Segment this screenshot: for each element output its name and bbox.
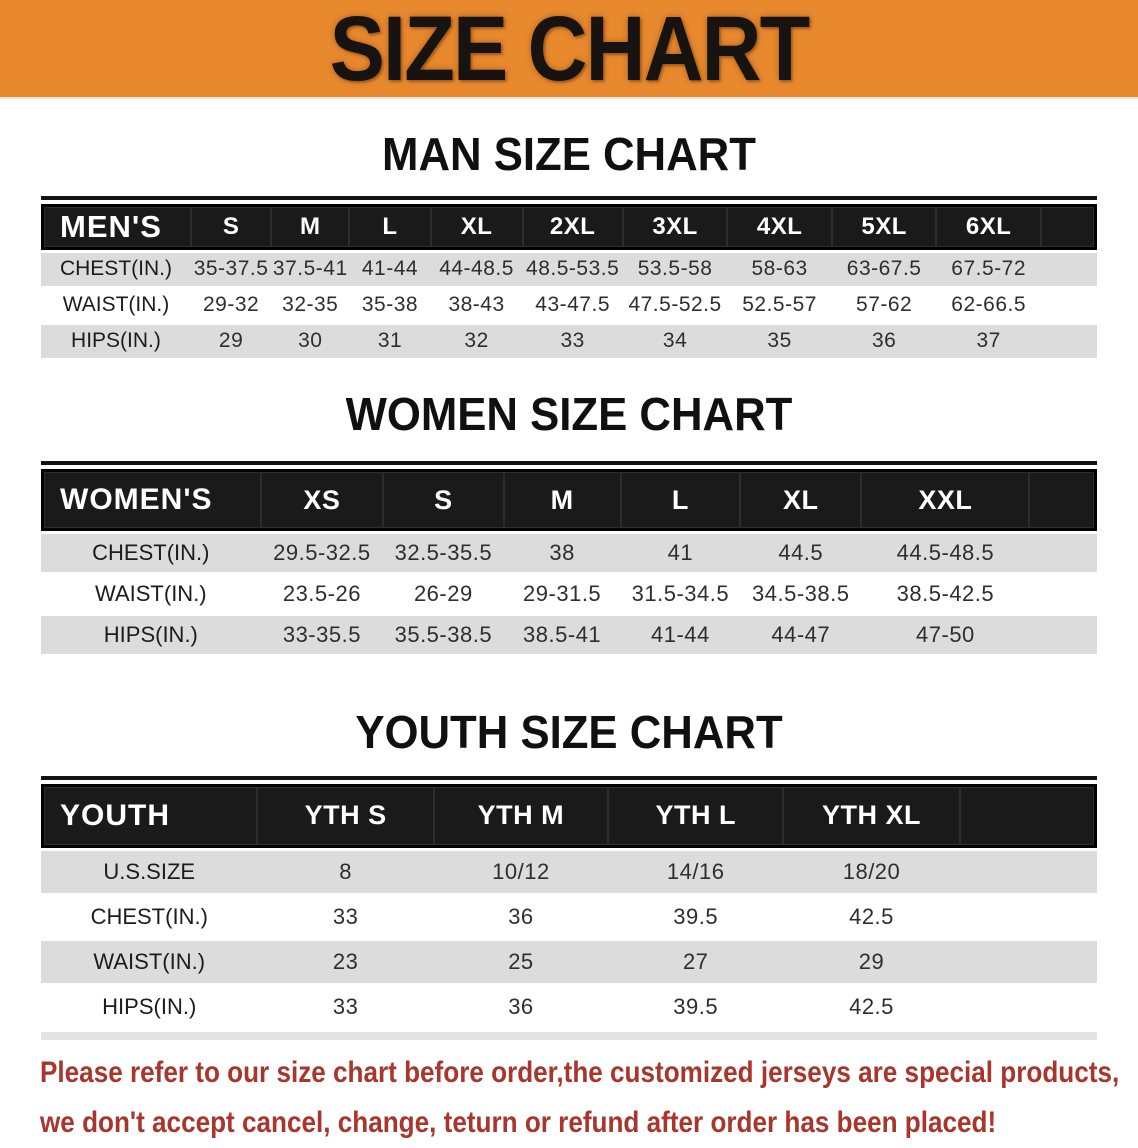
value-cell: 34.5-38.5 (740, 575, 861, 613)
value-cell: 32-35 (271, 289, 349, 322)
value-cell: 41 (621, 534, 740, 572)
value-cell: 37 (936, 325, 1041, 358)
row-label-cell: HIPS(IN.) (41, 986, 257, 1028)
size-column-header: S (191, 204, 271, 250)
size-column-header: L (349, 204, 430, 250)
value-cell: 32 (431, 325, 523, 358)
size-column-header: 4XL (727, 204, 832, 250)
table-top-rule (41, 196, 1097, 200)
value-cell: 38 (504, 534, 621, 572)
value-cell: 35.5-38.5 (383, 616, 503, 654)
value-cell: 33 (257, 986, 433, 1028)
header-spacer-cell (1029, 469, 1097, 531)
value-cell: 29-32 (191, 289, 271, 322)
banner-title: SIZE CHART (329, 0, 809, 100)
size-column-header: 3XL (623, 204, 728, 250)
value-cell: 58-63 (727, 253, 832, 286)
table-bottom-strip (41, 1032, 1097, 1040)
value-cell: 47.5-52.5 (623, 289, 728, 322)
value-cell: 39.5 (608, 986, 783, 1028)
value-cell: 32.5-35.5 (383, 534, 503, 572)
size-column-header: XS (261, 469, 383, 531)
table-row (41, 896, 1097, 938)
size-column-header: L (621, 469, 740, 531)
size-column-header: 5XL (832, 204, 937, 250)
youth-section-heading: YOUTH SIZE CHART (355, 706, 783, 759)
table-row (41, 289, 1097, 322)
size-column-header: S (383, 469, 503, 531)
table-header-row (41, 784, 1097, 848)
disclaimer-line-1: Please refer to our size chart before order,the customized jerseys are special products, (40, 1055, 1120, 1089)
table-row (41, 941, 1097, 983)
row-label-cell: HIPS(IN.) (41, 325, 191, 358)
value-cell: 42.5 (783, 896, 959, 938)
table-row (41, 253, 1097, 286)
table-top-rule (41, 461, 1097, 465)
women-section-heading: WOMEN SIZE CHART (345, 387, 793, 440)
row-spacer-cell (1041, 289, 1097, 322)
table-row (41, 986, 1097, 1028)
value-cell: 25 (434, 941, 608, 983)
table-row (41, 534, 1097, 572)
value-cell: 41-44 (621, 616, 740, 654)
table-top-rule (41, 776, 1097, 780)
size-column-header: YTH L (608, 784, 783, 848)
men-section-heading: MAN SIZE CHART (382, 128, 756, 180)
value-cell: 38.5-42.5 (861, 575, 1029, 613)
value-cell: 36 (434, 986, 608, 1028)
value-cell: 23 (257, 941, 433, 983)
youth-size-table (41, 781, 1097, 1031)
disclaimer-note (0, 1048, 1138, 1148)
value-cell: 10/12 (434, 851, 608, 893)
size-column-header: XL (431, 204, 523, 250)
row-label-cell: WAIST(IN.) (41, 941, 257, 983)
value-cell: 42.5 (783, 986, 959, 1028)
value-cell: 63-67.5 (832, 253, 937, 286)
value-cell: 43-47.5 (523, 289, 623, 322)
row-spacer-cell (1041, 253, 1097, 286)
table-header-row (41, 469, 1097, 531)
table-row (41, 616, 1097, 654)
value-cell: 41-44 (349, 253, 430, 286)
row-spacer-cell (960, 851, 1097, 893)
size-column-header: YTH XL (783, 784, 959, 848)
value-cell: 29-31.5 (504, 575, 621, 613)
row-label-cell: CHEST(IN.) (41, 896, 257, 938)
value-cell: 44.5-48.5 (861, 534, 1029, 572)
row-spacer-cell (1029, 616, 1097, 654)
row-label-cell: WAIST(IN.) (41, 289, 191, 322)
size-column-header: YTH M (434, 784, 608, 848)
men-size-table-wrap (41, 196, 1097, 361)
row-spacer-cell (960, 986, 1097, 1028)
value-cell: 30 (271, 325, 349, 358)
header-spacer-cell (960, 784, 1097, 848)
size-column-header: M (504, 469, 621, 531)
value-cell: 35 (727, 325, 832, 358)
value-cell: 36 (832, 325, 937, 358)
value-cell: 35-37.5 (191, 253, 271, 286)
value-cell: 37.5-41 (271, 253, 349, 286)
row-label-cell: WAIST(IN.) (41, 575, 261, 613)
header-spacer-cell (1041, 204, 1097, 250)
value-cell: 33-35.5 (261, 616, 383, 654)
women-size-table (41, 466, 1097, 657)
value-cell: 26-29 (383, 575, 503, 613)
value-cell: 39.5 (608, 896, 783, 938)
value-cell: 8 (257, 851, 433, 893)
value-cell: 23.5-26 (261, 575, 383, 613)
value-cell: 52.5-57 (727, 289, 832, 322)
size-column-header: YTH S (257, 784, 433, 848)
disclaimer-line-2: we don't accept cancel, change, teturn or refund after order has been placed! (40, 1105, 997, 1139)
value-cell: 29.5-32.5 (261, 534, 383, 572)
value-cell: 44-47 (740, 616, 861, 654)
size-column-header: 2XL (523, 204, 623, 250)
row-label-cell: CHEST(IN.) (41, 534, 261, 572)
table-title-cell: WOMEN'S (41, 469, 261, 531)
value-cell: 29 (191, 325, 271, 358)
value-cell: 31 (349, 325, 430, 358)
table-header-row (41, 204, 1097, 250)
size-chart-banner (0, 0, 1138, 99)
size-column-header: 6XL (936, 204, 1041, 250)
table-row (41, 325, 1097, 358)
value-cell: 38-43 (431, 289, 523, 322)
size-column-header: XL (740, 469, 861, 531)
value-cell: 48.5-53.5 (523, 253, 623, 286)
value-cell: 35-38 (349, 289, 430, 322)
row-label-cell: CHEST(IN.) (41, 253, 191, 286)
value-cell: 53.5-58 (623, 253, 728, 286)
value-cell: 62-66.5 (936, 289, 1041, 322)
women-size-table-wrap (41, 461, 1097, 657)
table-title-cell: YOUTH (41, 784, 257, 848)
row-spacer-cell (960, 941, 1097, 983)
row-label-cell: HIPS(IN.) (41, 616, 261, 654)
row-spacer-cell (1041, 325, 1097, 358)
value-cell: 47-50 (861, 616, 1029, 654)
value-cell: 27 (608, 941, 783, 983)
youth-size-table-wrap (41, 776, 1097, 1040)
value-cell: 44-48.5 (431, 253, 523, 286)
row-spacer-cell (1029, 534, 1097, 572)
value-cell: 38.5-41 (504, 616, 621, 654)
value-cell: 57-62 (832, 289, 937, 322)
table-row (41, 575, 1097, 613)
value-cell: 31.5-34.5 (621, 575, 740, 613)
value-cell: 18/20 (783, 851, 959, 893)
table-title-cell: MEN'S (41, 204, 191, 250)
value-cell: 67.5-72 (936, 253, 1041, 286)
row-spacer-cell (960, 896, 1097, 938)
row-spacer-cell (1029, 575, 1097, 613)
value-cell: 33 (257, 896, 433, 938)
value-cell: 14/16 (608, 851, 783, 893)
men-size-table (41, 201, 1097, 361)
value-cell: 36 (434, 896, 608, 938)
table-row (41, 851, 1097, 893)
size-column-header: M (271, 204, 349, 250)
value-cell: 33 (523, 325, 623, 358)
value-cell: 44.5 (740, 534, 861, 572)
size-column-header: XXL (861, 469, 1029, 531)
row-label-cell: U.S.SIZE (41, 851, 257, 893)
value-cell: 29 (783, 941, 959, 983)
value-cell: 34 (623, 325, 728, 358)
